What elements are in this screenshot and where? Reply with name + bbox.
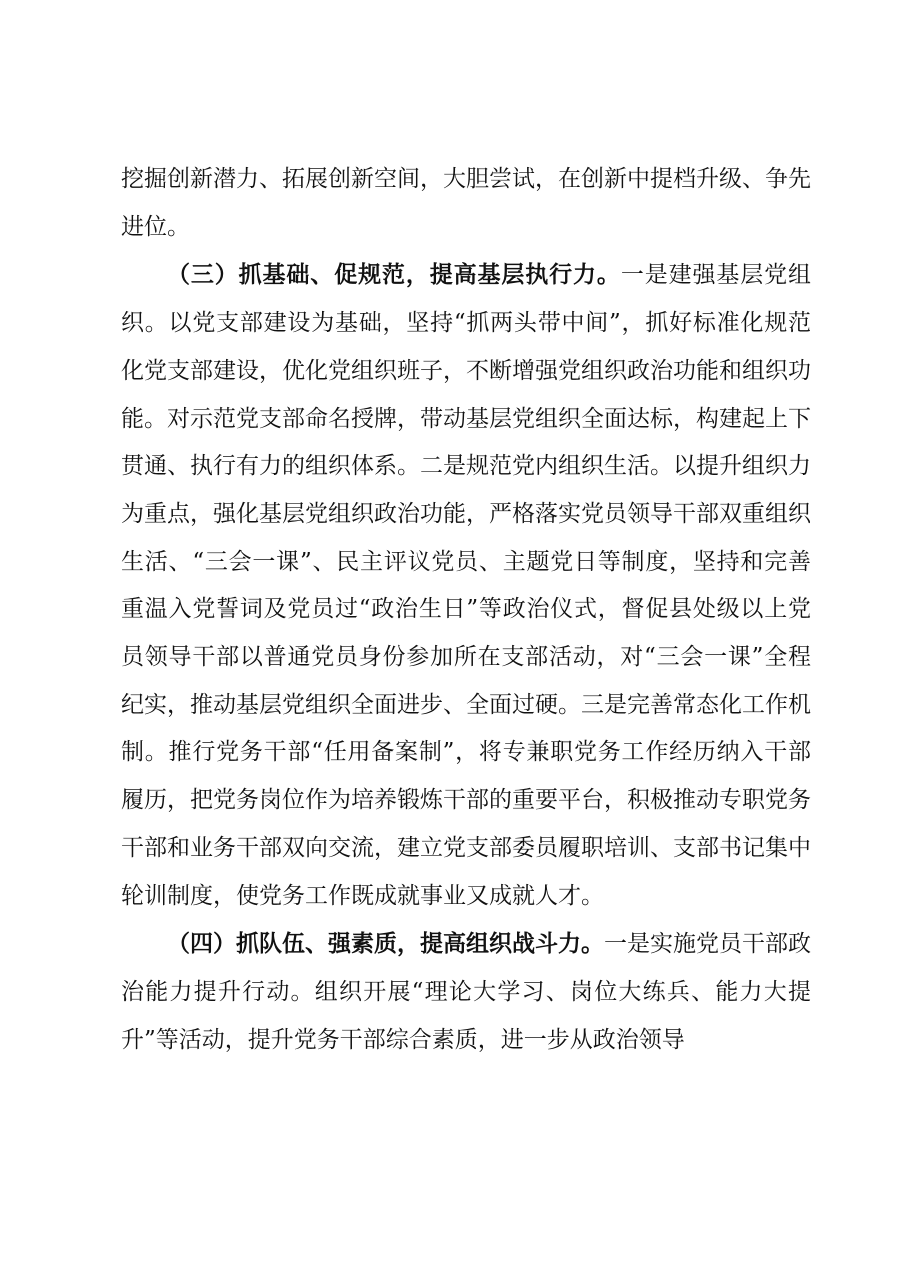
paragraph-section-four: [121, 920, 811, 1064]
paragraph-text: 挖掘创新潜力、拓展创新空间，大胆尝试，在创新中提档升级、争先进位。: [121, 166, 811, 240]
section-heading-four: （四）抓队伍、强素质，提高组织战斗力。: [167, 930, 604, 958]
paragraph-continuation: [121, 156, 811, 251]
paragraph-text: 一是实施党员干部政治能力提升行动。组织开展“理论大学习、岗位大练兵、能力大提升”等活动，提升党务干部综合素质，进一步从政治领导: [121, 931, 811, 1053]
section-heading-three: （三）抓基础、促规范，提高基层执行力。: [167, 261, 621, 289]
paragraph-section-three: [121, 251, 811, 920]
paragraph-text: 一是建强基层党组织。以党支部建设为基础，坚持“抓两头带中间”，抓好标准化规范化党支部建设，优化党组织班子，不断增强党组织政治功能和组织功能。对示范党支部命名授牌，带动基层党组织全面达标，构建起上下贯通、执行有力的组织体系。二是规范党内组织生活。以提升组织力为重点，强化基层党组织政治功能，严格落实党员领导干部双重组织生活、“三会一课”、民主评议党员、主题党日等制度，坚持和完善重温入党誓词及党员过“政治生日”等政治仪式，督促县处级以上党员领导干部以普通党员身份参加所在支部活动，对“三会一课”全程纪实，推动基层党组织全面进步、全面过硬。三是完善常态化工作机制。推行党务干部“任用备案制”，将专兼职党务工作经历纳入干部履历，把党务岗位作为培养锻炼干部的重要平台，积极推动专职党务干部和业务干部双向交流，建立党支部委员履职培训、支部书记集中轮训制度，使党务工作既成就事业又成就人才。: [121, 262, 812, 909]
document-body: [121, 156, 811, 1064]
